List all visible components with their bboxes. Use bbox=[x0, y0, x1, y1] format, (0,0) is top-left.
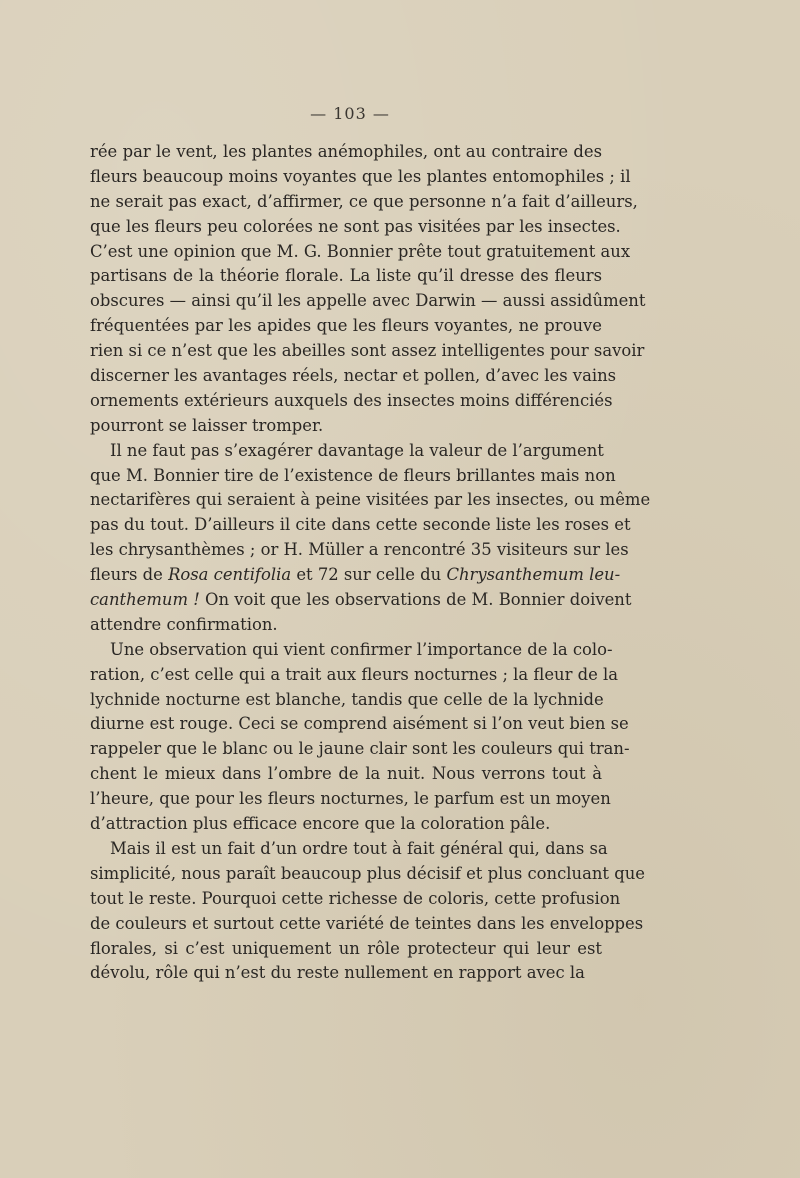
text-segment: ornements extérieurs auxquels des insectes moins différenciés bbox=[90, 390, 613, 410]
text-line bbox=[90, 289, 646, 314]
text-segment: On voit que les observations de M. Bonnier doivent bbox=[199, 590, 632, 610]
text-line bbox=[90, 464, 616, 489]
text-line bbox=[90, 787, 611, 812]
text-segment: partisans de la théorie florale. La liste qu’il dresse des fleurs bbox=[90, 266, 602, 286]
text-line bbox=[90, 961, 602, 986]
text-segment: lychnide nocturne est blanche, tandis que celle de la lychnide bbox=[90, 689, 604, 709]
text-segment: obscures — ainsi qu’il les appelle avec Darwin — aussi assidûment bbox=[90, 291, 646, 311]
text-segment: discerner les avantages réels, nectar et pollen, d’avec les vains bbox=[90, 366, 617, 386]
text-segment: diurne est rouge. Ceci se comprend aisément si l’on veut bien se bbox=[90, 714, 629, 734]
text-segment: C’est une opinion que M. G. Bonnier prête tout gratuitement aux bbox=[90, 241, 631, 261]
text-segment: ne serait pas exact, d’affirmer, ce que personne n’a fait d’ailleurs, bbox=[90, 191, 638, 211]
text-line bbox=[90, 364, 617, 389]
italic-text: Chrysanthemum leu- bbox=[446, 565, 621, 585]
text-line bbox=[90, 414, 602, 439]
page-number: — 103 — bbox=[310, 104, 390, 123]
text-line bbox=[90, 538, 629, 563]
text-segment: que les fleurs peu colorées ne sont pas visitées par les insectes. bbox=[90, 216, 621, 236]
text-line bbox=[90, 190, 638, 215]
text-segment: l’heure, que pour les fleurs nocturnes, le parfum est un moyen bbox=[90, 789, 611, 809]
text-line bbox=[90, 588, 632, 613]
text-line bbox=[90, 240, 631, 265]
text-segment: Mais il est un fait d’un ordre tout à fait général qui, dans sa bbox=[110, 838, 608, 858]
text-line bbox=[90, 389, 613, 414]
text-segment: ration, c’est celle qui a trait aux fleurs nocturnes ; la fleur de la bbox=[90, 664, 619, 684]
text-line bbox=[90, 314, 602, 339]
text-segment: chent le mieux dans l’ombre de la nuit. Nous verrons tout à bbox=[90, 764, 602, 784]
text-segment: fleurs de bbox=[90, 565, 169, 585]
text-line bbox=[90, 339, 645, 364]
text-line bbox=[90, 613, 602, 638]
text-line bbox=[90, 712, 629, 737]
text-segment: rien si ce n’est que les abeilles sont assez intelligentes pour savoir bbox=[90, 341, 645, 361]
text-line bbox=[90, 887, 621, 912]
text-segment: de couleurs et surtout cette variété de teintes dans les enveloppes bbox=[90, 913, 644, 933]
text-segment: fleurs beaucoup moins voyantes que les plantes entomophiles ; il bbox=[90, 166, 631, 186]
text-line bbox=[90, 264, 602, 289]
text-line bbox=[90, 688, 602, 713]
text-segment: pas du tout. D’ailleurs il cite dans cette seconde liste les roses et bbox=[90, 515, 631, 535]
text-segment: florales, si c’est uniquement un rôle protecteur qui leur est bbox=[90, 938, 602, 958]
text-line bbox=[90, 215, 621, 240]
text-line bbox=[90, 439, 602, 464]
text-segment: rée par le vent, les plantes anémophiles, ont au contraire des bbox=[90, 142, 602, 161]
text-line bbox=[90, 912, 644, 937]
body-text bbox=[90, 140, 651, 986]
text-segment: que M. Bonnier tire de l’existence de fleurs brillantes mais non bbox=[90, 465, 616, 485]
text-line bbox=[90, 862, 645, 887]
text-line bbox=[90, 513, 631, 538]
text-segment: et 72 sur celle du bbox=[291, 565, 447, 585]
text-segment: Une observation qui vient confirmer l’importance de la colo- bbox=[110, 639, 613, 659]
text-segment: les chrysanthèmes ; or H. Müller a rencontré 35 visiteurs sur les bbox=[90, 540, 629, 560]
text-line bbox=[90, 762, 602, 787]
text-segment: pourront se laisser tromper. bbox=[90, 415, 324, 435]
text-segment: dévolu, rôle qui n’est du reste nullement en rapport avec la bbox=[90, 963, 585, 983]
italic-text: canthemum ! bbox=[90, 590, 200, 610]
text-line bbox=[90, 937, 602, 962]
text-segment: simplicité, nous paraît beaucoup plus décisif et plus concluant que bbox=[90, 863, 645, 883]
text-line bbox=[90, 638, 613, 663]
text-line bbox=[90, 737, 630, 762]
text-line bbox=[90, 165, 631, 190]
text-segment: attendre confirmation. bbox=[90, 614, 278, 634]
text-segment: d’attraction plus efficace encore que la coloration pâle. bbox=[90, 814, 551, 834]
text-segment: tout le reste. Pourquoi cette richesse de coloris, cette profusion bbox=[90, 888, 621, 908]
text-line bbox=[90, 140, 602, 165]
text-segment: nectarifères qui seraient à peine visitées par les insectes, ou même bbox=[90, 490, 651, 510]
text-line bbox=[90, 563, 621, 588]
italic-text: Rosa centifolia bbox=[168, 565, 292, 585]
text-segment: rappeler que le blanc ou le jaune clair sont les couleurs qui tran- bbox=[90, 739, 630, 759]
text-segment: fréquentées par les apides que les fleurs voyantes, ne prouve bbox=[90, 316, 602, 336]
text-line bbox=[90, 663, 619, 688]
text-line bbox=[90, 488, 651, 513]
text-line bbox=[90, 812, 602, 837]
text-segment: Il ne faut pas s’exagérer davantage la valeur de l’argument bbox=[110, 440, 604, 460]
text-line bbox=[90, 837, 608, 862]
